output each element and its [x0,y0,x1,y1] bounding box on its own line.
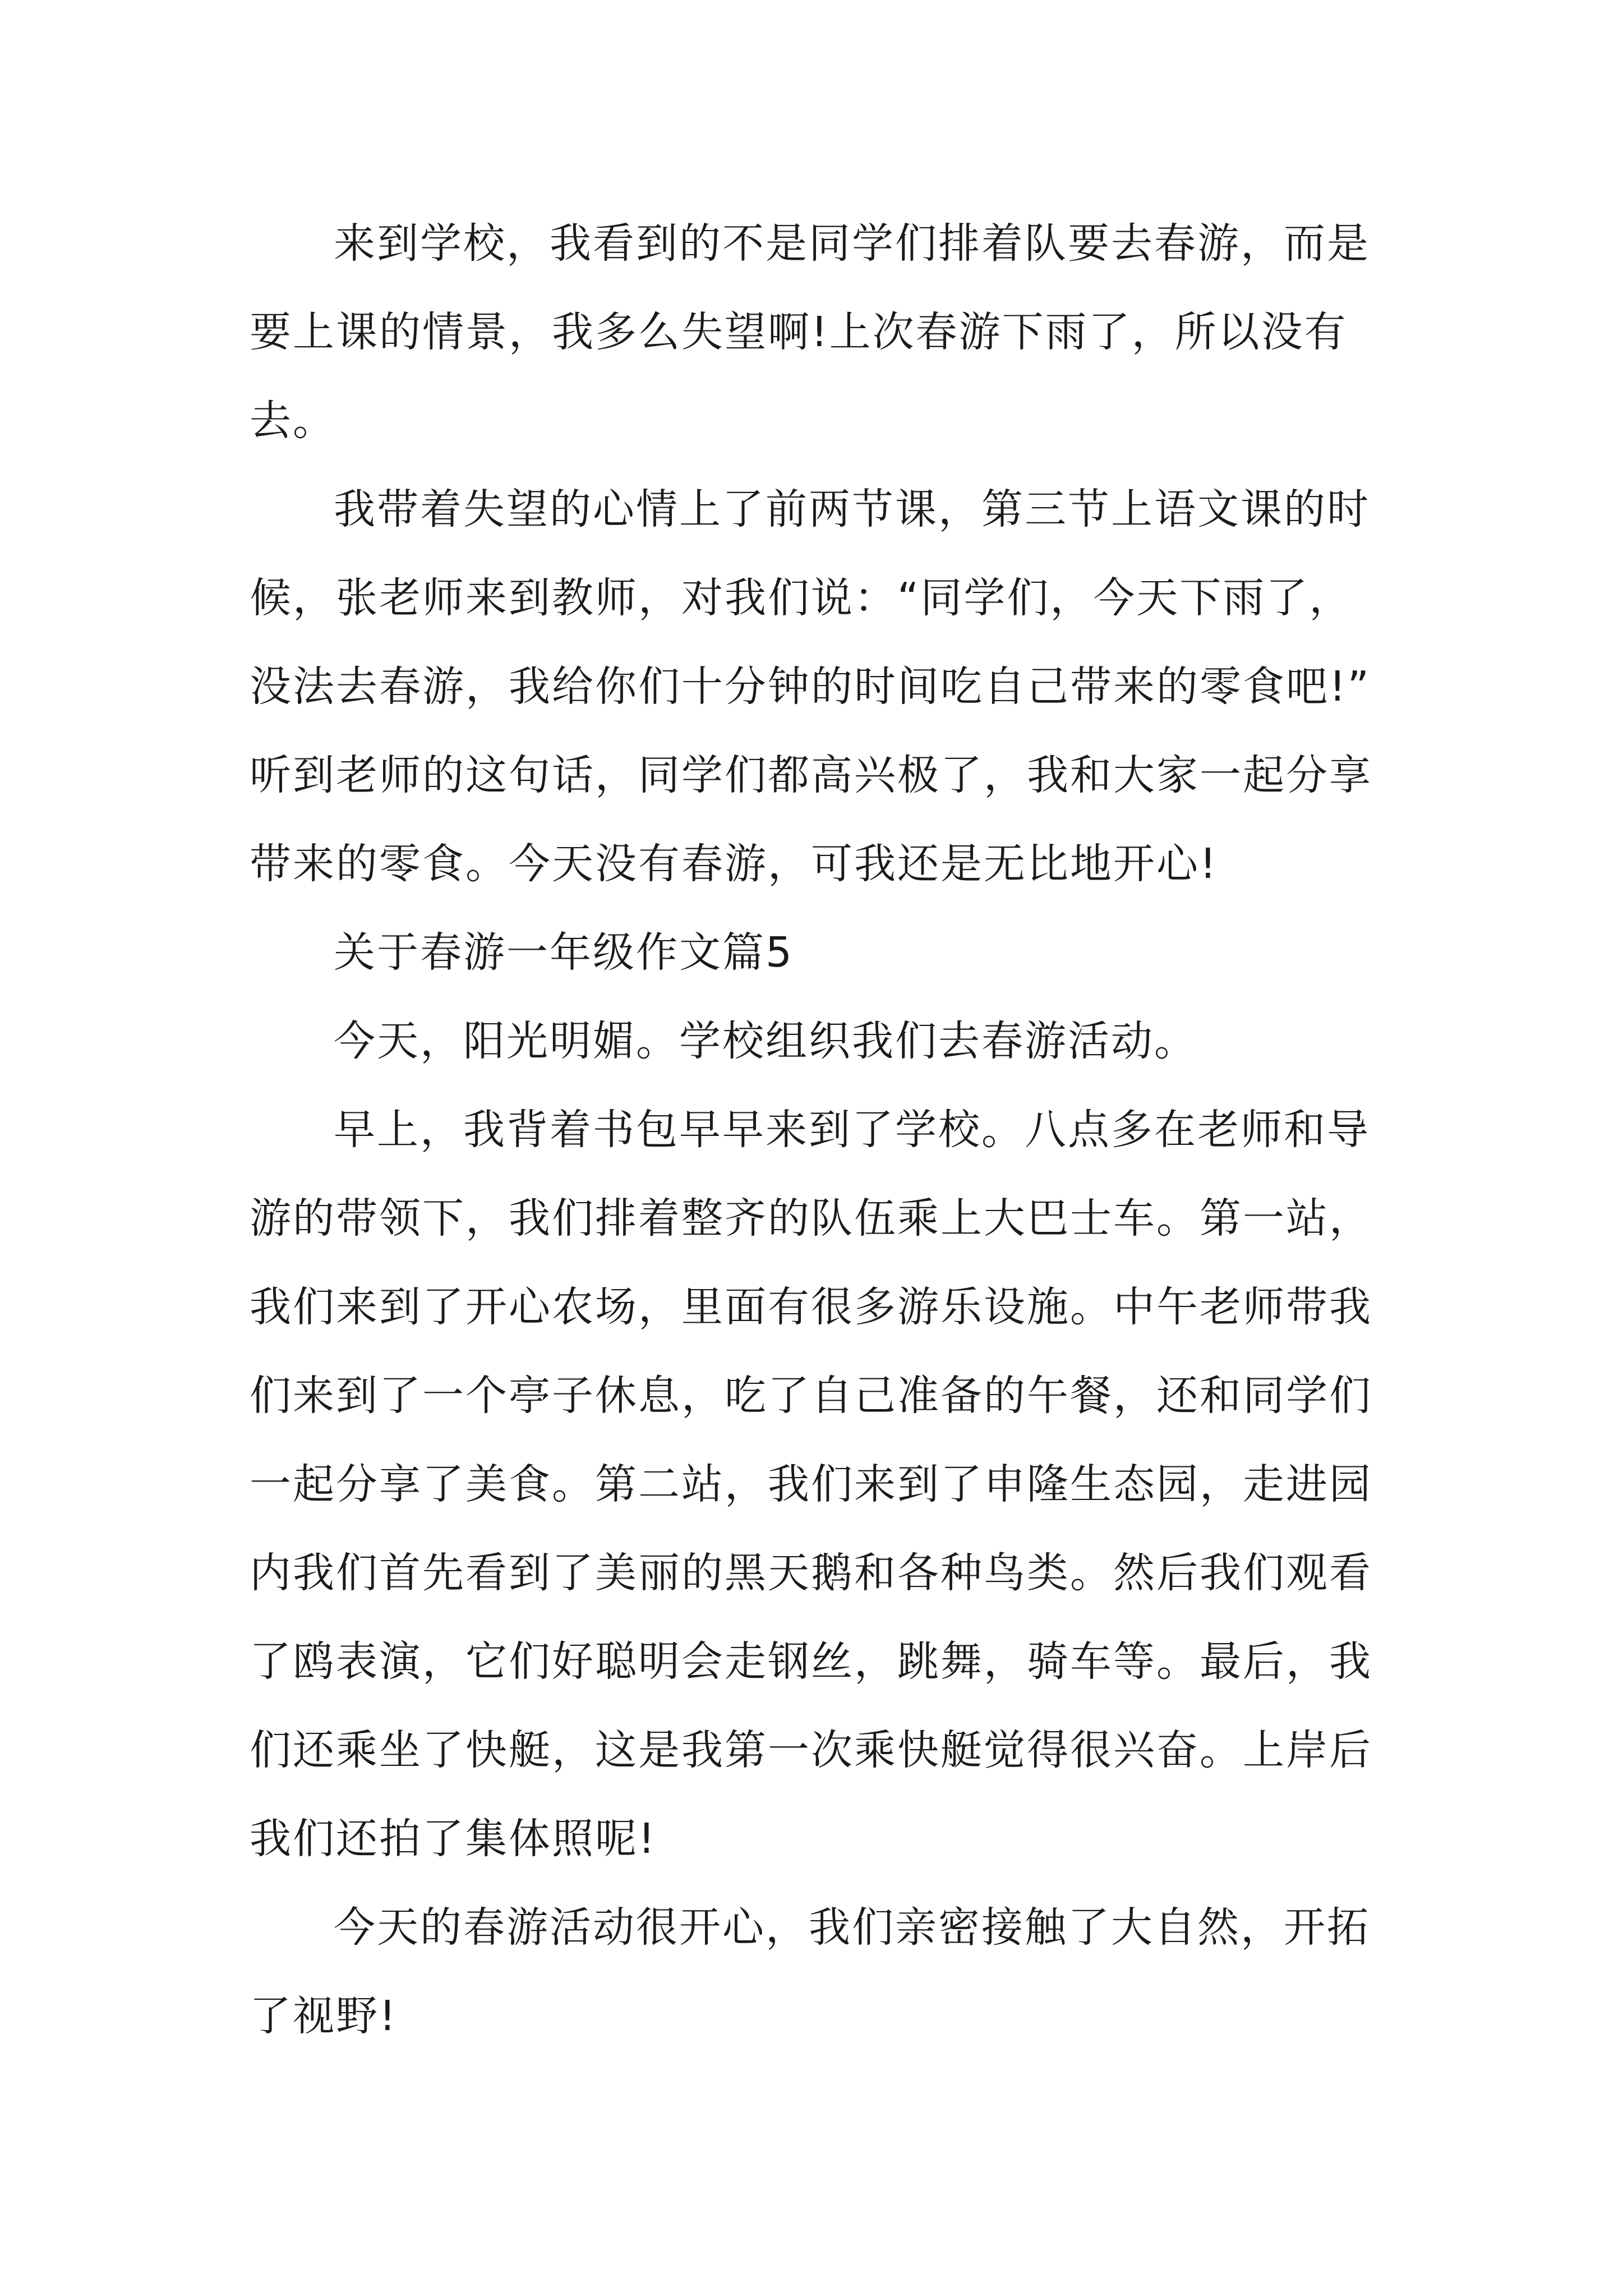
paragraph-line: 听到老师的这句话，同学们都高兴极了，我和大家一起分享 [250,751,1372,799]
paragraph-line: 来到学校，我看到的不是同学们排着队要去春游，而是 [334,219,1370,268]
section-heading: 关于春游一年级作文篇5 [334,928,794,977]
paragraph-line: 没法去春游，我给你们十分钟的时间吃自己带来的零食吧!” [250,662,1371,711]
paragraph-line: 要上课的情景，我多么失望啊!上次春游下雨了，所以没有 [250,308,1348,356]
paragraph-line: 们还乘坐了快艇，这是我第一次乘快艇觉得很兴奋。上岸后 [250,1726,1372,1774]
paragraph-line: 今天的春游活动很开心，我们亲密接触了大自然，开拓 [334,1903,1370,1952]
essay-body [250,199,1405,2060]
paragraph-line: 一起分享了美食。第二站，我们来到了申隆生态园，走进园 [250,1460,1372,1508]
paragraph-line: 带来的零食。今天没有春游，可我还是无比地开心! [250,840,1218,888]
paragraph-line: 了鸥表演，它们好聪明会走钢丝，跳舞，骑车等。最后，我 [250,1637,1372,1686]
paragraph-line: 内我们首先看到了美丽的黑天鹅和各种鸟类。然后我们观看 [250,1549,1372,1597]
paragraph-line: 了视野! [250,1992,398,2040]
paragraph-line: 我们来到了开心农场，里面有很多游乐设施。中午老师带我 [250,1283,1372,1331]
paragraph-line: 们来到了一个亭子休息，吃了自己准备的午餐，还和同学们 [250,1372,1372,1420]
paragraph-line: 候，张老师来到教师，对我们说：“同学们，今天下雨了， [250,574,1353,622]
paragraph-line: 去。 [250,397,336,445]
paragraph-line: 今天，阳光明媚。学校组织我们去春游活动。 [334,1017,1197,1065]
paragraph-line: 我带着失望的心情上了前两节课，第三节上语文课的时 [334,485,1370,533]
paragraph-line: 早上，我背着书包早早来到了学校。八点多在老师和导 [334,1106,1370,1154]
paragraph-line: 我们还拍了集体照呢! [250,1815,657,1863]
paragraph-line: 游的带领下，我们排着整齐的队伍乘上大巴士车。第一站， [250,1194,1372,1243]
